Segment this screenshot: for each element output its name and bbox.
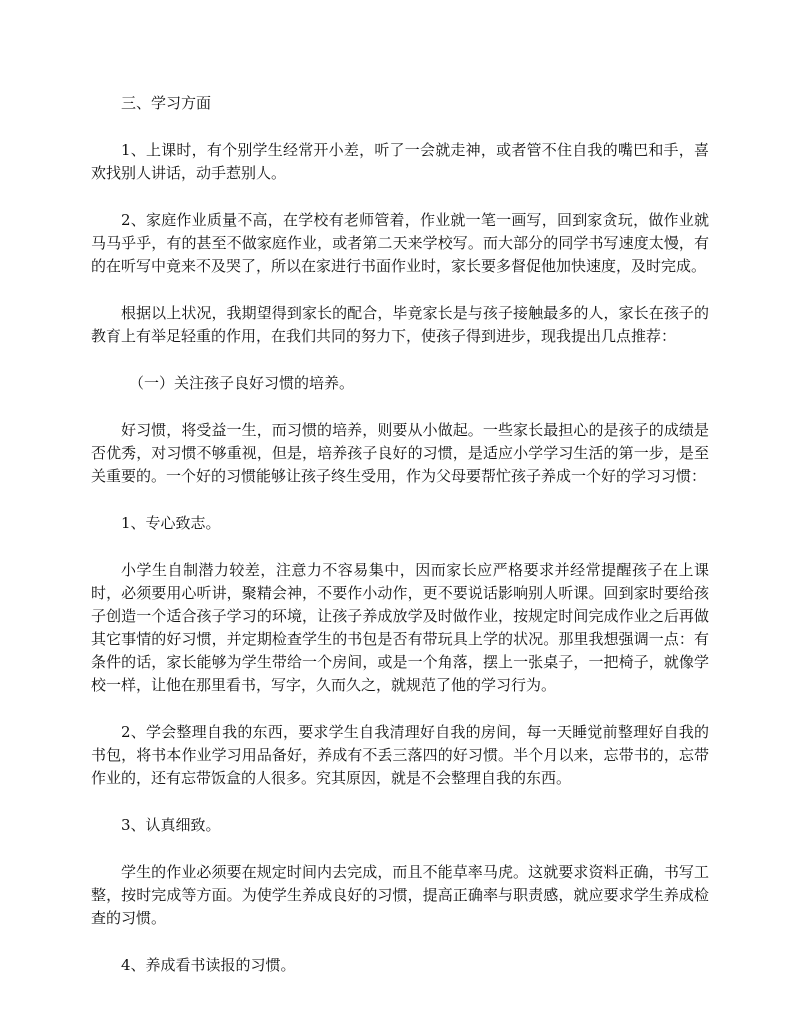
paragraph-habit-intro: 好习惯，将受益一生，而习惯的培养，则要从小做起。一些家长最担心的是孩子的成绩是否优秀，对习惯不够重视，但是，培养孩子良好的习惯，是适应小学学习生活的第一步，是至关重要的。一个好的习惯能够让孩子终生受用，作为父母要帮忙孩子养成一个好的学习习惯： bbox=[91, 421, 709, 485]
point-2-body: 2、学会整理自我的东西，要求学生自我清理好自我的房间，每一天睡觉前整理好自我的书包，将书本作业学习用品备好，养成有不丢三落四的好习惯。半个月以来，忘带书的，忘带作业的，还有忘带饭盒的人很多。究其原因，就是不会整理自我的东西。 bbox=[91, 723, 709, 787]
point-3-body: 学生的作业必须要在规定时间内去完成，而且不能草率马虎。这就要求资料正确，书写工整，按时完成等方面。为使学生养成良好的习惯，提高正确率与职责感，就应要求学生养成检查的习惯。 bbox=[91, 863, 709, 927]
paragraph-suggestion-intro: 根据以上状况，我期望得到家长的配合，毕竟家长是与孩子接触最多的人，家长在孩子的教育上有举足轻重的作用，在我们共同的努力下，使孩子得到进步，现我提出几点推荐： bbox=[91, 304, 709, 345]
subsection-title: （一）关注孩子良好习惯的培养。 bbox=[129, 374, 355, 392]
point-1-body: 小学生自制潜力较差，注意力不容易集中，因而家长应严格要求并经常提醒孩子在上课时，必须要用心听讲，聚精会神，不要作小动作，更不要说话影响别人听课。回到家时要给孩子创造一个适合孩子学习的环境，让孩子养成放学及时做作业，按规定时间完成作业之后再做其它事情的好习惯，并定期检查学生的书包是否有带玩具上学的状况。那里我想强调一点：有条件的话，家长能够为学生带给一个房间，或是一个角落，摆上一张桌子，一把椅子，就像学校一样，让他在那里看书，写字，久而久之，就规范了他的学习行为。 bbox=[91, 561, 709, 694]
point-3-title: 3、认真细致。 bbox=[121, 816, 221, 834]
document-body bbox=[91, 92, 709, 1001]
section-title: 三、学习方面 bbox=[121, 94, 212, 112]
paragraph-item-1: 1、上课时，有个别学生经常开小差，听了一会就走神，或者管不住自我的嘴巴和手，喜欢找别人讲话，动手惹别人。 bbox=[91, 141, 709, 182]
point-4-title: 4、养成看书读报的习惯。 bbox=[121, 956, 296, 974]
paragraph-item-2: 2、家庭作业质量不高，在学校有老师管着，作业就一笔一画写，回到家贪玩，做作业就马马乎乎，有的甚至不做家庭作业，或者第二天来学校写。而大部分的同学书写速度太慢，有的在听写中竟来不及哭了，所以在家进行书面作业时，家长要多督促他加快速度，及时完成。 bbox=[91, 211, 709, 275]
point-1-title: 1、专心致志。 bbox=[121, 514, 221, 532]
